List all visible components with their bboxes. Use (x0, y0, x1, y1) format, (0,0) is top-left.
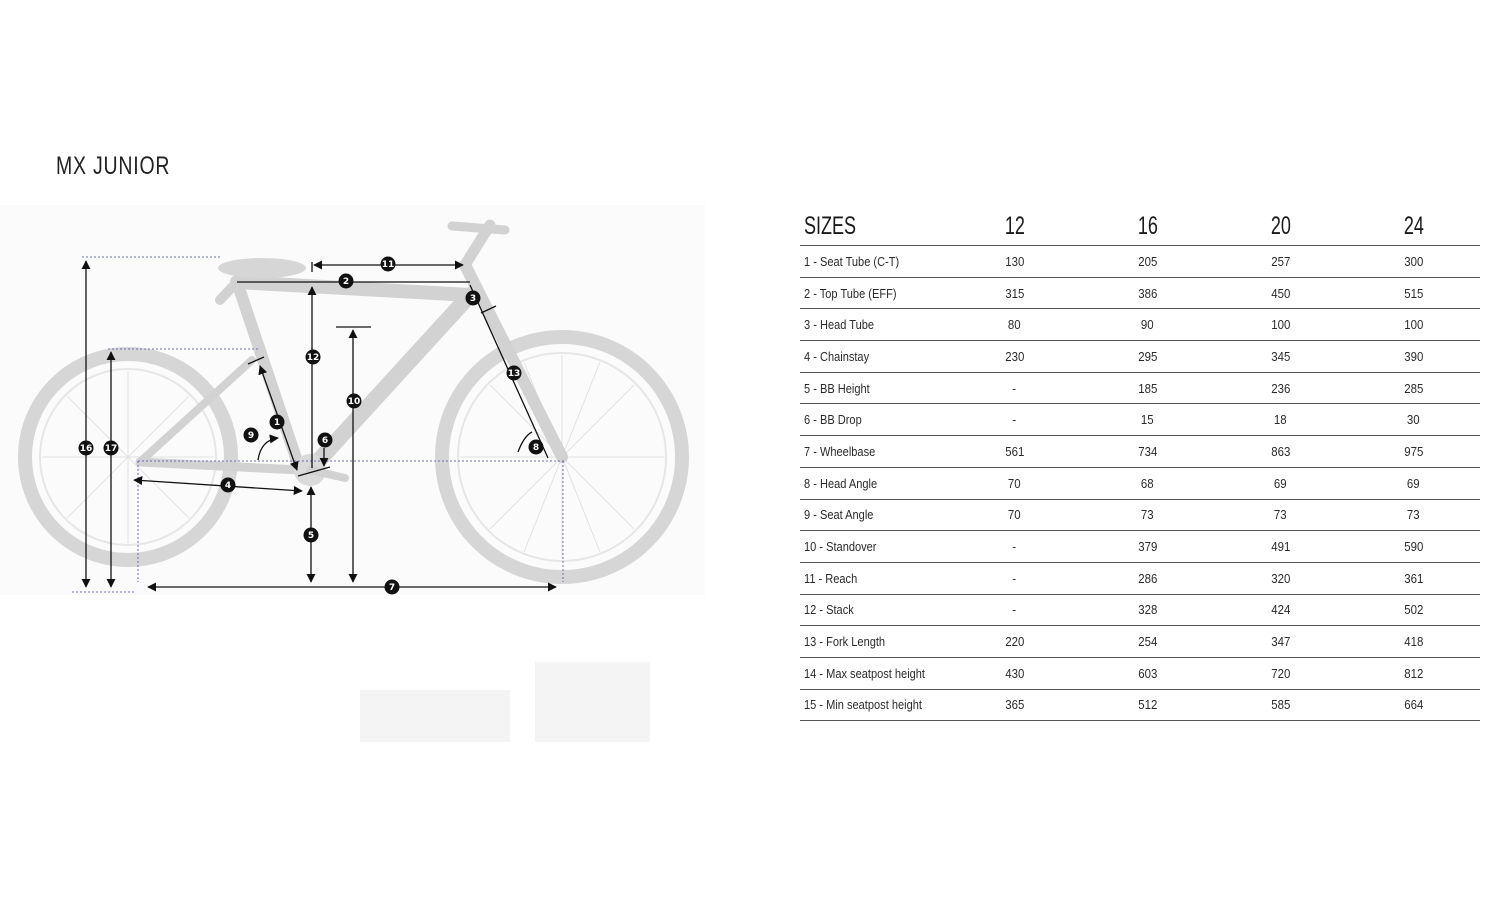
table-row (800, 562, 1480, 594)
callout-16 (79, 441, 94, 456)
svg-text:10: 10 (347, 397, 361, 407)
size-header: 16 (1081, 207, 1214, 246)
row-value: - (948, 372, 1081, 404)
svg-text:4: 4 (224, 481, 232, 491)
row-value: 603 (1081, 657, 1214, 689)
bike-geometry-diagram (0, 200, 710, 600)
row-value: 18 (1214, 404, 1347, 436)
row-value: 68 (1081, 467, 1214, 499)
row-label: 3 - Head Tube (800, 309, 948, 341)
row-value: 386 (1081, 277, 1214, 309)
table-header-row (800, 207, 1480, 246)
row-value: - (948, 531, 1081, 563)
table-row (800, 499, 1480, 531)
callout-13 (507, 366, 522, 381)
row-value: 100 (1347, 309, 1480, 341)
row-value: 73 (1081, 499, 1214, 531)
table-row (800, 626, 1480, 658)
callout-4 (221, 478, 236, 493)
row-label: 9 - Seat Angle (800, 499, 948, 531)
callout-9 (244, 428, 259, 443)
row-value: 734 (1081, 436, 1214, 468)
row-value: 286 (1081, 562, 1214, 594)
row-value: 515 (1347, 277, 1480, 309)
svg-text:17: 17 (104, 444, 118, 454)
row-value: 300 (1347, 246, 1480, 278)
row-value: 205 (1081, 246, 1214, 278)
row-label: 8 - Head Angle (800, 467, 948, 499)
row-label: 6 - BB Drop (800, 404, 948, 436)
row-value: - (948, 594, 1081, 626)
row-label: 5 - BB Height (800, 372, 948, 404)
table-row (800, 309, 1480, 341)
callout-3 (466, 291, 481, 306)
row-value: 70 (948, 499, 1081, 531)
svg-text:13: 13 (507, 369, 521, 379)
svg-text:16: 16 (79, 444, 93, 454)
row-value: 236 (1214, 372, 1347, 404)
row-label: 13 - Fork Length (800, 626, 948, 658)
callout-11 (381, 257, 396, 272)
callout-17 (104, 441, 119, 456)
svg-text:8: 8 (532, 443, 540, 453)
svg-text:12: 12 (306, 353, 320, 363)
row-value: 320 (1214, 562, 1347, 594)
row-value: 585 (1214, 689, 1347, 721)
row-label: 2 - Top Tube (EFF) (800, 277, 948, 309)
table-row (800, 436, 1480, 468)
row-value: 491 (1214, 531, 1347, 563)
row-value: 315 (948, 277, 1081, 309)
row-value: 975 (1347, 436, 1480, 468)
row-label: 7 - Wheelbase (800, 436, 948, 468)
row-value: 430 (948, 657, 1081, 689)
size-header: 12 (948, 207, 1081, 246)
row-value: 220 (948, 626, 1081, 658)
size-header: 20 (1214, 207, 1347, 246)
svg-text:1: 1 (273, 418, 281, 428)
row-value: 379 (1081, 531, 1214, 563)
row-value: 69 (1347, 467, 1480, 499)
table-row (800, 594, 1480, 626)
callout-7 (385, 580, 400, 595)
callout-6 (318, 433, 333, 448)
callout-1 (270, 415, 285, 430)
row-value: 257 (1214, 246, 1347, 278)
row-value: 70 (948, 467, 1081, 499)
row-value: 450 (1214, 277, 1347, 309)
svg-text:11: 11 (381, 260, 395, 270)
page-title: MX JUNIOR (56, 152, 171, 180)
sizes-header: SIZES (800, 207, 948, 246)
row-value: 285 (1347, 372, 1480, 404)
row-value: 230 (948, 341, 1081, 373)
svg-text:2: 2 (342, 277, 350, 287)
callout-5 (304, 528, 319, 543)
row-value: 502 (1347, 594, 1480, 626)
svg-text:9: 9 (247, 431, 255, 441)
row-value: 812 (1347, 657, 1480, 689)
svg-text:6: 6 (321, 436, 329, 446)
row-value: 185 (1081, 372, 1214, 404)
row-value: 390 (1347, 341, 1480, 373)
row-value: 365 (948, 689, 1081, 721)
row-label: 11 - Reach (800, 562, 948, 594)
row-value: 69 (1214, 467, 1347, 499)
geometry-table (800, 207, 1480, 721)
row-value: 130 (948, 246, 1081, 278)
table-row (800, 341, 1480, 373)
row-value: 100 (1214, 309, 1347, 341)
svg-text:3: 3 (469, 294, 477, 304)
row-value: 590 (1347, 531, 1480, 563)
row-value: - (948, 404, 1081, 436)
table-row (800, 657, 1480, 689)
table-row (800, 689, 1480, 721)
callout-12 (306, 350, 321, 365)
row-label: 12 - Stack (800, 594, 948, 626)
row-value: 328 (1081, 594, 1214, 626)
table-row (800, 467, 1480, 499)
row-value: 361 (1347, 562, 1480, 594)
row-value: 863 (1214, 436, 1347, 468)
table-row (800, 404, 1480, 436)
row-value: 418 (1347, 626, 1480, 658)
svg-text:5: 5 (307, 531, 315, 541)
row-value: 15 (1081, 404, 1214, 436)
table-row (800, 372, 1480, 404)
size-header: 24 (1347, 207, 1480, 246)
row-value: 73 (1347, 499, 1480, 531)
row-value: 73 (1214, 499, 1347, 531)
callout-2 (339, 274, 354, 289)
row-label: 10 - Standover (800, 531, 948, 563)
table-row (800, 531, 1480, 563)
row-value: - (948, 562, 1081, 594)
row-value: 30 (1347, 404, 1480, 436)
table-row (800, 277, 1480, 309)
row-label: 4 - Chainstay (800, 341, 948, 373)
row-value: 424 (1214, 594, 1347, 626)
callout-10 (347, 394, 362, 409)
row-value: 347 (1214, 626, 1347, 658)
row-value: 90 (1081, 309, 1214, 341)
row-value: 254 (1081, 626, 1214, 658)
row-value: 561 (948, 436, 1081, 468)
bike-geometry-svg (0, 200, 710, 600)
row-value: 664 (1347, 689, 1480, 721)
svg-text:7: 7 (388, 583, 396, 593)
table-row (800, 246, 1480, 278)
callout-8 (529, 440, 544, 455)
row-value: 345 (1214, 341, 1347, 373)
row-value: 720 (1214, 657, 1347, 689)
row-value: 80 (948, 309, 1081, 341)
row-label: 15 - Min seatpost height (800, 689, 948, 721)
faded-graphic (360, 690, 510, 742)
row-label: 1 - Seat Tube (C-T) (800, 246, 948, 278)
row-label: 14 - Max seatpost height (800, 657, 948, 689)
row-value: 295 (1081, 341, 1214, 373)
row-value: 512 (1081, 689, 1214, 721)
faded-graphic (535, 662, 650, 742)
